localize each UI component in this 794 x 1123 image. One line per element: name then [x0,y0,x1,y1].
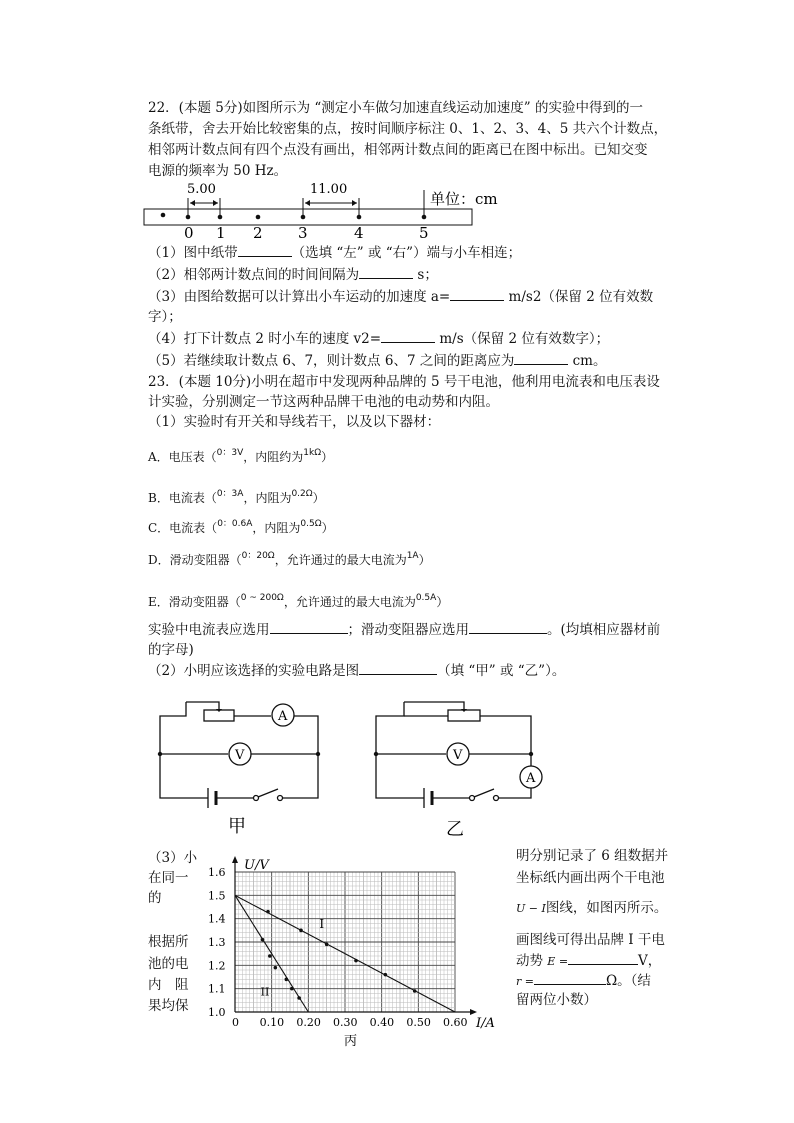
option-B: B．电流表（$^{0:3A}$，内阻为$^{0.2\Omega}$） [148,489,325,505]
p3-right-3: U − I图线，如图丙所示。 [516,900,668,916]
y-tick-label: 1.4 [208,912,226,926]
data-point-I [354,959,358,963]
answer-blank-emf[interactable] [568,950,638,965]
answer-blank-ammeter[interactable] [270,619,348,634]
p3-left-7: 内 阻 [148,977,189,993]
voltmeter-yi-label: V [453,748,463,763]
tape-unit-label: 单位：cm [430,190,498,208]
p3-left-3: 的 [148,890,162,906]
option-A: A．电压表（$^{0:3V}$，内阻约为$^{1k\Omega}$） [148,448,334,464]
ticker-tape-figure [140,176,520,242]
q22-intro-line-3: 相邻两计数点间有四个点没有画出，相邻两计数点间的距离已在图中标出。已知交变 [148,142,648,158]
q23-selection: 实验中电流表应选用 ；滑动变阻器应选用 。(均填相应器材前 [148,619,660,640]
circuit-label-jia: 甲 [228,816,246,837]
q22-intro-line-2: 条纸带，舍去开始比较密集的点，按时间顺序标注 0、1、2、3、4、5 共六个计数点， [148,121,668,137]
data-point-I [413,989,417,993]
data-point-II [285,978,289,982]
p3-left-5: 根据所 [148,934,189,950]
q23-intro-line-1: 23．(本题 10分)小明在超市中发现两种品牌的 5 号干电池，他利用电流表和电压表设 [148,374,660,390]
q23-intro-line-3: （1）实验时有开关和导线若干，以及以下器材： [148,414,441,430]
p3-right-1: 明分别记录了 6 组数据并 [516,848,669,864]
answer-blank-rheostat[interactable] [469,619,547,634]
x-axis-label: I/A [476,1016,495,1031]
y-tick-label: 1.1 [208,982,226,996]
p3-right-5: 动势 E = V， [516,950,661,972]
y-tick-label: 1.5 [208,889,226,903]
p3-right-7: 留两位小数） [516,992,597,1008]
x-tick-label: 0.40 [369,1016,395,1029]
chart-caption: 丙 [344,1034,358,1049]
q22-part5: （5）若继续取计数点 6、7，则计数点 6、7 之间的距离应为 cm。 [148,350,606,371]
q23-part2: （2）小明应该选择的实验电路是图 （填 “甲” 或 “乙”）。 [148,660,565,681]
answer-blank-q22-3[interactable] [450,286,504,301]
u-i-graph [200,855,510,1050]
answer-blank-q22-5[interactable] [514,350,568,365]
answer-blank-resistance[interactable] [534,970,606,985]
y-axis-arrow [232,856,238,863]
p3-right-2: 坐标纸内画出两个干电池 [516,870,665,886]
q22-part1: （1）图中纸带 （选填 “左” 或 “右”）端与小车相连； [148,242,521,263]
q22-part3-cont: 字）； [148,309,182,325]
answer-blank-q22-2[interactable] [359,264,413,279]
q22-part3: （3）由图给数据可以计算出小车运动的加速度 a= m/s2（保留 2 位有效数 [148,286,653,307]
data-point-I [384,973,388,977]
q23-intro-line-2: 计实验，分别测定一节这两种品牌干电池的电动势和内阻。 [148,394,499,410]
x-tick-label: 0 [232,1016,239,1029]
q22-intro-line-1: 22．(本题 5分)如图所示为 “测定小车做匀加速直线运动加速度” 的实验中得到的一 [148,100,643,116]
q23-selection-cont: 的字母) [148,642,194,658]
data-point-II [268,954,272,958]
x-tick-label: 0.60 [443,1016,468,1029]
data-point-I [325,943,329,947]
answer-blank-q22-4[interactable] [381,328,435,343]
q22-part2: （2）相邻两计数点间的时间间隔为 s； [148,264,438,285]
series-label-II: II [260,985,270,999]
ammeter-yi-label: A [526,771,536,786]
x-tick-label: 0.30 [333,1016,358,1029]
circuit-diagrams [150,690,550,840]
count-label-0: 0 [184,224,194,242]
count-label-2: 2 [253,224,263,242]
data-point-II [261,938,265,942]
count-label-1: 1 [216,224,226,242]
p3-left-8: 果均保 [148,998,189,1014]
count-label-4: 4 [354,224,364,242]
y-tick-label: 1.3 [208,936,226,949]
p3-right-4: 画图线可得出品牌 I 干电 [516,932,665,948]
p3-left-1: （3）小 [148,850,198,866]
series-label-I: I [319,917,325,931]
x-tick-label: 0.50 [406,1016,431,1029]
y-axis-label: U/V [244,858,269,873]
tape-distance-label-1: 5.00 [187,182,216,197]
ammeter-jia-label: A [278,709,288,724]
p3-left-6: 池的电 [148,956,189,972]
circuit-label-yi: 乙 [446,819,464,840]
option-E: E．滑动变阻器（$^{0 \sim 200\Omega}$，允许通过的最大电流为$^{0.5A}$） [148,593,449,609]
data-point-I [299,929,303,933]
count-label-5: 5 [419,224,429,242]
tape-distance-label-2: 11.00 [310,182,348,197]
y-tick-label: 1.6 [208,866,226,879]
data-point-II [274,966,278,970]
y-tick-label: 1.2 [208,959,226,973]
x-tick-label: 0.10 [259,1016,285,1029]
q22-intro-line-4: 电源的频率为 50 Hz。 [148,163,288,179]
count-label-3: 3 [298,224,308,242]
q22-part4: （4）打下计数点 2 时小车的速度 v2= m/s（保留 2 位有效数字）； [148,328,609,349]
option-D: D．滑动变阻器（$^{0:20\Omega}$，允许通过的最大电流为$^{1A}$） [148,551,431,567]
data-point-II [297,996,301,1000]
data-point-I [266,910,270,914]
x-axis-arrow [470,1009,477,1015]
option-C: C．电流表（$^{0:0.6A}$，内阻为$^{0.5\Omega}$） [148,519,334,535]
voltmeter-jia-label: V [235,748,245,763]
answer-blank-circuit[interactable] [359,660,437,675]
answer-blank-q22-1[interactable] [238,242,292,257]
p3-left-2: 在同一 [148,870,189,886]
x-tick-label: 0.20 [296,1016,321,1029]
y-tick-label: 1.0 [208,1006,226,1019]
data-point-II [290,987,294,991]
p3-right-6: r = Ω。（结 [516,970,651,992]
